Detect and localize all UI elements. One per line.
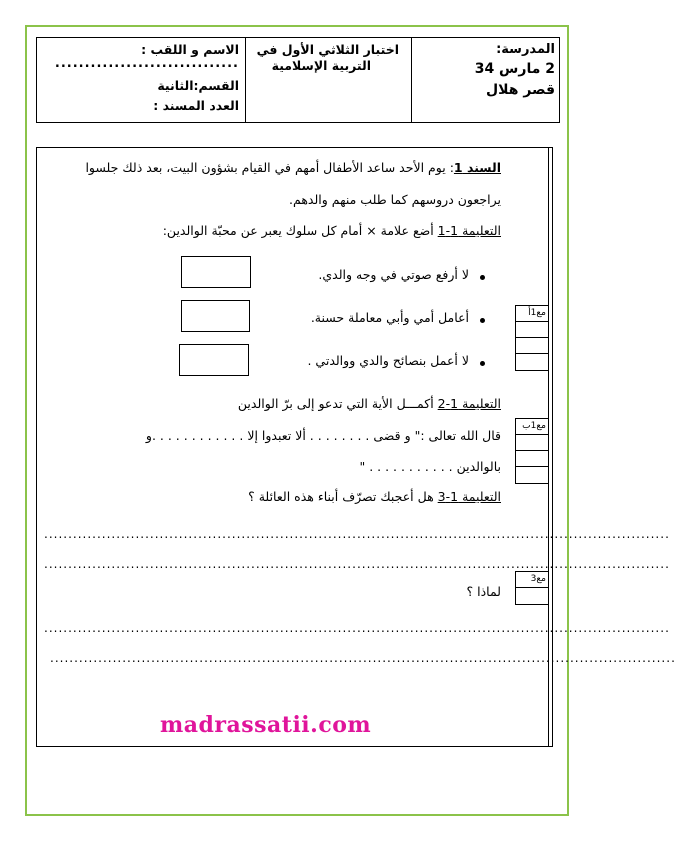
sanad-line2: يراجعون دروسهم كما طلب منهم والدهم. xyxy=(289,192,501,207)
school-label: المدرسة: xyxy=(496,42,555,57)
bullet-3 xyxy=(480,361,485,366)
grade-grid-1-cell[interactable] xyxy=(516,322,548,338)
header-student-cell xyxy=(37,38,245,122)
task1-label: التعليمة 1-1 xyxy=(437,223,501,238)
header-table xyxy=(36,37,560,123)
answer-line-4[interactable]: .................................................................................................................................. xyxy=(50,651,676,665)
school-place: قصر هلال xyxy=(485,82,555,98)
exam-title-line1: اختبار الثلاثي الأول في xyxy=(256,42,399,57)
grade-label: العدد المسند : xyxy=(153,98,239,113)
sanad-line1 xyxy=(85,160,501,175)
grade-grid-2-cell[interactable] xyxy=(516,435,548,451)
grade-grid-3 xyxy=(515,571,549,605)
sanad-label: السند 1 xyxy=(453,160,501,175)
answer-line-1[interactable]: .................................................................................................................................. xyxy=(44,527,670,541)
answer-box-3[interactable] xyxy=(179,344,249,376)
why-label: لماذا ؟ xyxy=(466,584,501,599)
grade-grid-2-cell[interactable] xyxy=(516,451,548,467)
class-label: القسم:الثانية xyxy=(157,78,239,93)
answer-line-3[interactable]: .................................................................................................................................. xyxy=(44,621,670,635)
grade-grid-2 xyxy=(515,418,549,484)
exam-date: 2 مارس 34 xyxy=(474,61,555,77)
sanad-text: : يوم الأحد ساعد الأطفال أمهم في القيام بشؤون البيت، بعد ذلك جلسوا xyxy=(85,160,454,175)
verse-line1[interactable]: قال الله تعالى :" و قضى . . . . . . . . ألا تعبدوا إلا . . . . . . . . . . . .و xyxy=(145,428,501,443)
task1-item-3: لا أعمل بنصائح والدي ووالدتي . xyxy=(307,353,469,368)
task1-text: أضع علامة × أمام كل سلوك يعبر عن محبّة الوالدين: xyxy=(162,223,438,238)
task2-line xyxy=(238,396,501,411)
grade-grid-1-cell[interactable] xyxy=(516,338,548,354)
answer-box-1[interactable] xyxy=(181,256,251,288)
name-field[interactable]: ............................... xyxy=(54,56,239,71)
bullet-2 xyxy=(480,318,485,323)
verse-line2[interactable]: بالوالدين . . . . . . . . . . . " xyxy=(359,459,501,474)
answer-line-2[interactable]: .................................................................................................................................. xyxy=(44,557,670,571)
grade-grid-3-label: مع3 xyxy=(516,572,548,588)
task2-text: أكمـــل الأية التي تدعو إلى برّ الوالدين xyxy=(237,396,438,411)
header-school-cell xyxy=(412,38,561,122)
task1-item-1: لا أرفع صوتي في وجه والدي. xyxy=(318,267,469,282)
grade-grid-2-label: مع1ب xyxy=(516,419,548,435)
grade-grid-1-cell[interactable] xyxy=(516,354,548,370)
grade-grid-1-label: مع1أ xyxy=(516,306,548,322)
task3-text: هل أعجبك تصرّف أبناء هذه العائلة ؟ xyxy=(248,489,438,504)
header-title-cell xyxy=(245,38,412,122)
site-logo: madrassatii.com xyxy=(160,712,372,738)
name-label: الاسم و اللقب : xyxy=(141,42,239,57)
task1-item-2: أعامل أمي وأبي معاملة حسنة. xyxy=(310,310,469,325)
task3-label: التعليمة 1-3 xyxy=(437,489,501,504)
bullet-1 xyxy=(480,275,485,280)
exam-title-line2: التربية الإسلامية xyxy=(271,58,371,73)
answer-box-2[interactable] xyxy=(181,300,250,332)
grade-grid-1 xyxy=(515,305,549,371)
grade-grid-3-cell[interactable] xyxy=(516,588,548,604)
task2-label: التعليمة 1-2 xyxy=(437,396,501,411)
grade-grid-2-cell[interactable] xyxy=(516,467,548,483)
task1-line xyxy=(163,223,501,238)
task3-line xyxy=(248,489,501,504)
